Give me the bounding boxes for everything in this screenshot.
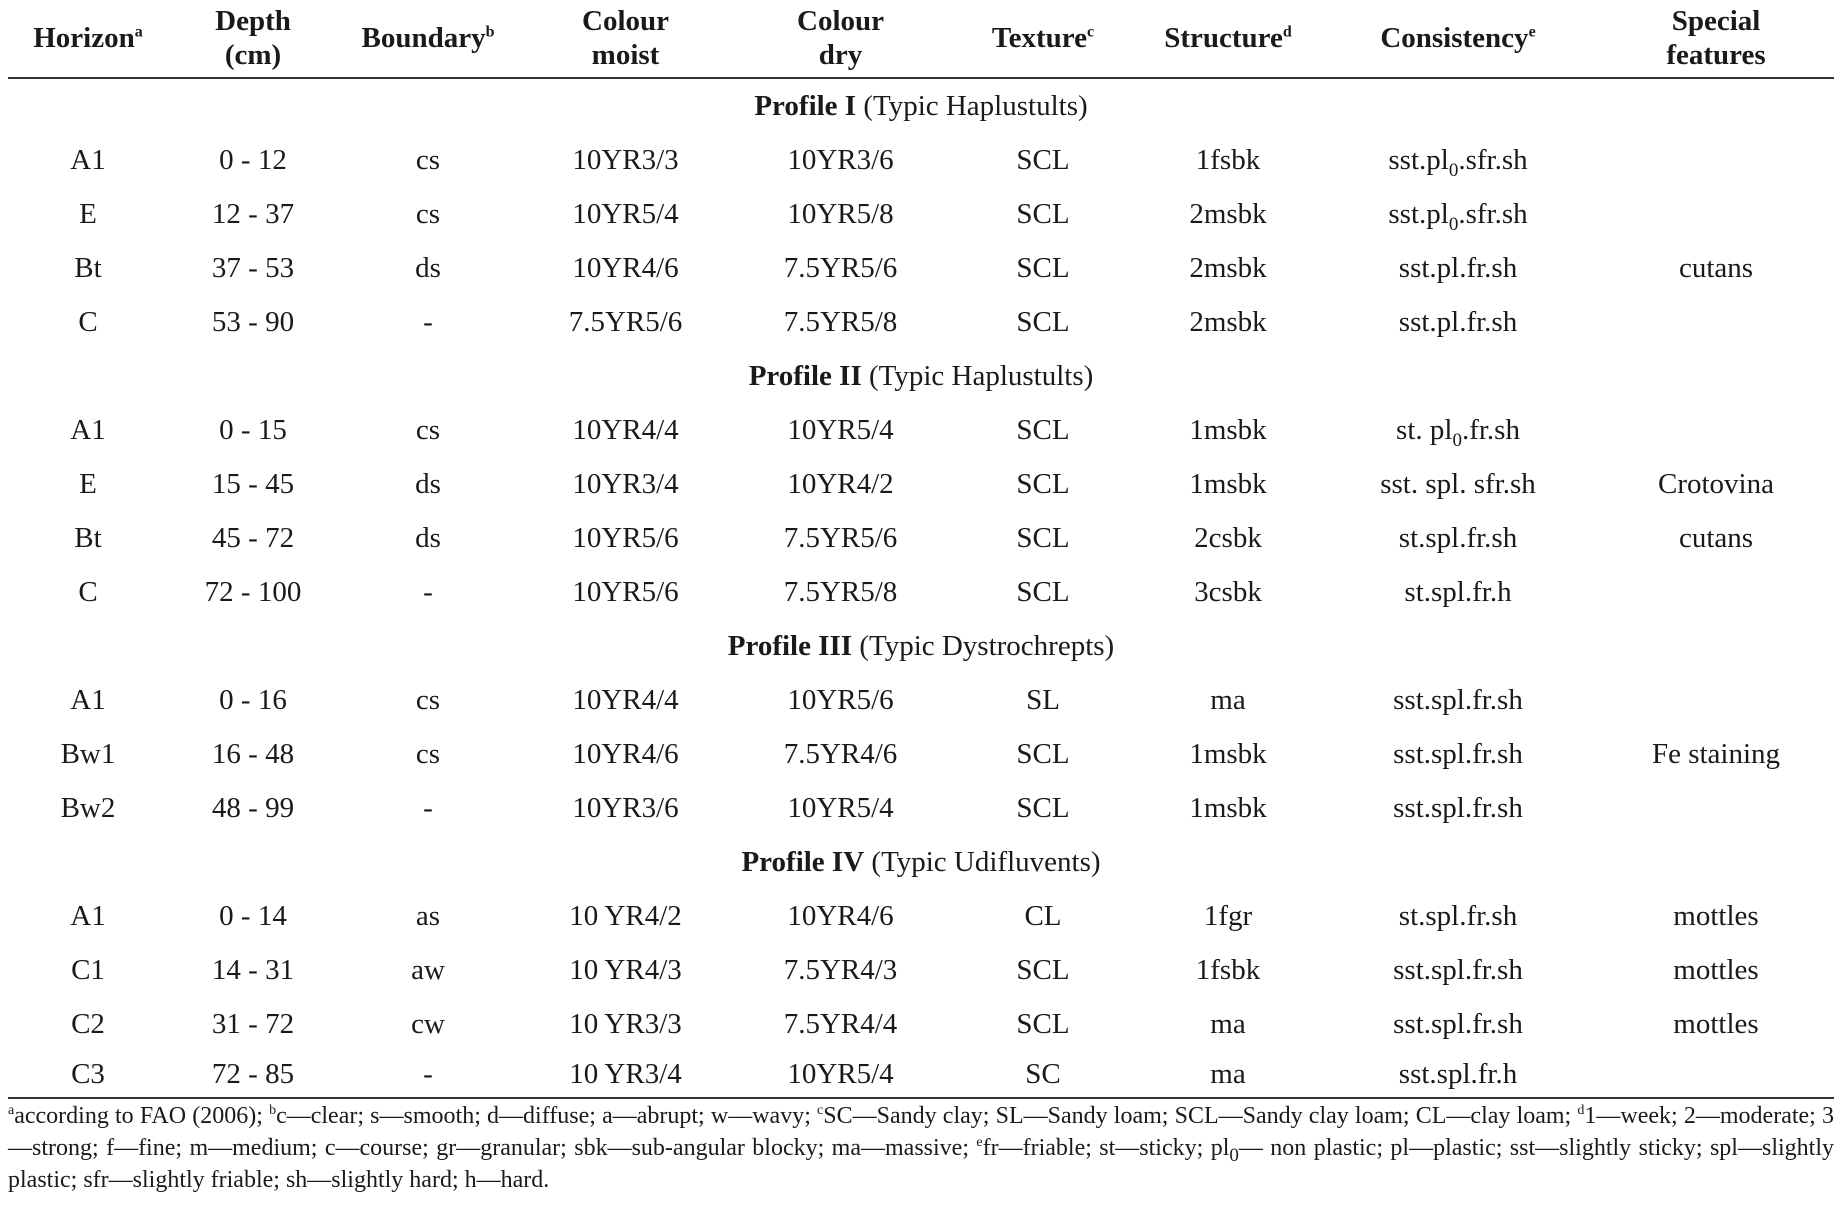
cell-moist: 10YR4/6: [572, 737, 679, 770]
cell-structure: 2msbk: [1189, 197, 1267, 230]
table-row: [8, 133, 1834, 187]
cell-structure: 1fgr: [1203, 899, 1253, 932]
cell-texture: SCL: [1016, 143, 1070, 176]
table-row: [8, 1051, 1834, 1098]
cell-horizon: Bw1: [60, 737, 116, 770]
header-boundary: [338, 0, 518, 78]
cell-boundary: aw: [411, 953, 445, 986]
cell-horizon: A1: [70, 413, 106, 446]
cell-depth: 0 - 15: [219, 413, 287, 446]
cell-structure: 1fsbk: [1195, 953, 1261, 986]
cell-structure: 1msbk: [1189, 791, 1267, 824]
consistency-text: sst.spl.fr.sh: [1393, 1007, 1523, 1040]
cell-dry: 10YR5/4: [787, 413, 894, 446]
cell-moist: 10YR4/4: [572, 413, 679, 446]
header-label-line2: (cm): [224, 39, 282, 71]
header-label: Boundary: [361, 22, 486, 54]
cell-horizon: C: [78, 575, 98, 608]
cell-depth: 53 - 90: [211, 305, 295, 338]
cell-dry: 7.5YR4/6: [783, 737, 898, 770]
cell-dry: 10YR4/6: [787, 899, 894, 932]
cell-moist: 10YR3/6: [572, 791, 679, 824]
cell-dry: 10YR3/6: [787, 143, 894, 176]
cell-depth: 14 - 31: [211, 953, 295, 986]
cell-special: mottles: [1673, 899, 1759, 932]
cell-texture: SCL: [1016, 305, 1070, 338]
cell-dry: 10YR5/8: [787, 197, 894, 230]
cell-moist: 10 YR4/3: [569, 953, 682, 986]
header-label-line2: moist: [591, 39, 660, 71]
cell-texture: SCL: [1016, 251, 1070, 284]
header-label: Consistency: [1380, 22, 1529, 54]
consistency-subscript: 0: [1452, 429, 1462, 451]
header-footnote-marker: d: [1282, 23, 1292, 41]
cell-moist: 10 YR3/3: [569, 1007, 682, 1040]
cell-structure: ma: [1210, 1007, 1246, 1040]
cell-boundary: -: [423, 305, 433, 338]
profile-name: Profile I: [754, 89, 857, 122]
consistency-text: sst.spl.fr.sh: [1393, 683, 1523, 716]
cell-consistency: [1318, 727, 1598, 781]
header-label: Colour: [582, 5, 669, 37]
profile-heading-row: [8, 619, 1834, 673]
footnote-pl0-term: pl: [1210, 1135, 1230, 1161]
cell-boundary: ds: [415, 251, 441, 284]
cell-moist: 10YR3/3: [572, 143, 679, 176]
cell-boundary: cs: [415, 143, 441, 176]
consistency-text: sst.spl.fr.sh: [1393, 737, 1523, 770]
cell-texture: SCL: [1016, 953, 1070, 986]
cell-texture: SL: [1026, 683, 1060, 716]
cell-dry: 10YR5/6: [787, 683, 894, 716]
header-label: Colour: [797, 5, 884, 37]
cell-dry: 7.5YR5/8: [783, 575, 898, 608]
cell-moist: 10YR5/4: [572, 197, 679, 230]
table-row: [8, 997, 1834, 1051]
table-body: [8, 78, 1834, 1098]
cell-texture: SCL: [1016, 197, 1070, 230]
consistency-text: st. pl: [1396, 413, 1453, 446]
cell-boundary: cs: [415, 737, 441, 770]
cell-dry: 7.5YR4/3: [783, 953, 898, 986]
soil-profile-table: [8, 0, 1834, 1099]
cell-horizon: E: [79, 467, 97, 500]
cell-special: Fe staining: [1651, 737, 1781, 770]
cell-consistency: [1318, 295, 1598, 349]
consistency-text: st.spl.fr.sh: [1398, 899, 1518, 932]
footnote-pl0-text: — non plastic; pl—plastic; sst—slightly sticky; spl—slightly plastic; sfr—slightly friable; sh—slightly hard; h—hard.: [8, 1135, 1834, 1193]
footnote-a-marker: a: [8, 1103, 15, 1118]
header-horizon: [8, 0, 168, 78]
cell-texture: SCL: [1016, 1007, 1070, 1040]
cell-consistency: [1318, 187, 1598, 241]
consistency-text: sst.pl: [1388, 143, 1449, 176]
cell-structure: 3csbk: [1194, 575, 1262, 608]
profile-name: Profile III: [727, 629, 853, 662]
cell-structure: 2csbk: [1194, 521, 1262, 554]
table-row: [8, 781, 1834, 835]
cell-boundary: -: [423, 791, 433, 824]
cell-structure: 1msbk: [1189, 737, 1267, 770]
profile-taxon: (Typic Haplustults): [868, 359, 1094, 392]
footnote-c-marker: c: [817, 1103, 824, 1118]
cell-horizon: Bw2: [60, 791, 116, 824]
profile-heading-row: [8, 78, 1834, 133]
cell-depth: 12 - 37: [211, 197, 295, 230]
header-label-line2: dry: [818, 39, 863, 71]
header-structure: [1138, 0, 1318, 78]
cell-special: [1598, 187, 1834, 241]
header-footnote-marker: a: [134, 23, 143, 41]
cell-consistency: [1318, 133, 1598, 187]
cell-special: [1598, 565, 1834, 619]
table-row: [8, 727, 1834, 781]
profile-heading: [8, 619, 1834, 673]
table-row: [8, 187, 1834, 241]
cell-boundary: ds: [415, 467, 441, 500]
cell-boundary: cs: [415, 683, 441, 716]
cell-consistency: [1318, 457, 1598, 511]
cell-depth: 31 - 72: [211, 1007, 295, 1040]
cell-depth: 0 - 14: [219, 899, 287, 932]
consistency-text: sst.spl.fr.sh: [1393, 791, 1523, 824]
header-footnote-marker: c: [1086, 23, 1095, 41]
cell-horizon: C: [78, 305, 98, 338]
header-footnote-marker: b: [485, 23, 495, 41]
cell-consistency: [1318, 403, 1598, 457]
cell-depth: 0 - 16: [219, 683, 287, 716]
table-row: [8, 403, 1834, 457]
cell-consistency: [1318, 565, 1598, 619]
cell-consistency: [1318, 673, 1598, 727]
cell-dry: 10YR4/2: [787, 467, 894, 500]
cell-structure: 2msbk: [1189, 251, 1267, 284]
header-label: Special: [1671, 5, 1761, 37]
table-row: [8, 457, 1834, 511]
footnote-pl0-subscript: 0: [1229, 1144, 1239, 1166]
profile-heading: [8, 835, 1834, 889]
cell-moist: 7.5YR5/6: [568, 305, 683, 338]
cell-horizon: A1: [70, 683, 106, 716]
consistency-text: sst.spl.fr.sh: [1393, 953, 1523, 986]
profile-taxon: (Typic Dystrochrepts): [859, 629, 1115, 662]
cell-depth: 15 - 45: [211, 467, 295, 500]
cell-moist: 10YR5/6: [572, 575, 679, 608]
cell-horizon: C1: [71, 953, 105, 986]
header-label: Depth: [215, 5, 291, 37]
cell-boundary: cs: [415, 197, 441, 230]
cell-consistency: [1318, 511, 1598, 565]
cell-consistency: [1318, 943, 1598, 997]
cell-moist: 10YR5/6: [572, 521, 679, 554]
profile-taxon: (Typic Haplustults): [863, 89, 1088, 122]
cell-boundary: -: [423, 575, 433, 608]
profile-heading: [8, 349, 1834, 403]
cell-texture: SCL: [1016, 737, 1070, 770]
cell-dry: 7.5YR4/4: [783, 1007, 898, 1040]
cell-moist: 10 YR3/4: [518, 1051, 733, 1098]
cell-consistency: [1318, 241, 1598, 295]
cell-consistency: [1318, 1051, 1598, 1098]
header-footnote-marker: e: [1528, 23, 1536, 41]
consistency-text: sst. spl. sfr.sh: [1380, 467, 1536, 500]
profile-taxon: (Typic Udifluvents): [871, 845, 1101, 878]
cell-texture: SCL: [1016, 521, 1070, 554]
header-colour-dry: [733, 0, 948, 78]
table-footnote: [8, 1100, 1834, 1196]
consistency-text: st.spl.fr.h: [1404, 575, 1512, 608]
cell-texture: SCL: [1016, 575, 1070, 608]
cell-horizon: C3: [8, 1051, 168, 1098]
cell-depth: 48 - 99: [211, 791, 295, 824]
cell-boundary: -: [338, 1051, 518, 1098]
header-texture: [948, 0, 1138, 78]
cell-moist: 10YR4/6: [572, 251, 679, 284]
cell-structure: 1fsbk: [1195, 143, 1261, 176]
footnote-a-text: according to FAO (2006);: [14, 1103, 270, 1129]
cell-moist: 10 YR4/2: [569, 899, 682, 932]
cell-dry: 7.5YR5/8: [783, 305, 898, 338]
cell-structure: ma: [1138, 1051, 1318, 1098]
header-colour-moist: [518, 0, 733, 78]
consistency-subscript: 0: [1448, 213, 1459, 235]
cell-dry: 7.5YR5/6: [783, 521, 898, 554]
cell-structure: 1msbk: [1189, 467, 1267, 500]
cell-special: [1598, 1051, 1834, 1098]
cell-horizon: Bt: [74, 521, 102, 554]
consistency-text: st.spl.fr.sh: [1398, 521, 1518, 554]
cell-boundary: as: [415, 899, 441, 932]
cell-boundary: cw: [411, 1007, 445, 1040]
consistency-text: sst.spl.fr.h: [1398, 1057, 1518, 1090]
consistency-tail: .fr.sh: [1461, 413, 1520, 446]
profile-name: Profile II: [748, 359, 862, 392]
cell-special: [1598, 673, 1834, 727]
cell-depth: 72 - 85: [168, 1051, 338, 1098]
table-row: [8, 889, 1834, 943]
consistency-subscript: 0: [1448, 159, 1459, 181]
profile-name: Profile IV: [741, 845, 865, 878]
profile-heading-row: [8, 349, 1834, 403]
footnote-e-marker: e: [976, 1135, 983, 1150]
header-special-features: [1598, 0, 1834, 78]
cell-depth: 16 - 48: [211, 737, 295, 770]
table-row: [8, 295, 1834, 349]
header-label: Horizon: [33, 22, 135, 54]
cell-texture: SC: [948, 1051, 1138, 1098]
cell-texture: SCL: [1016, 467, 1070, 500]
cell-special: mottles: [1673, 1007, 1759, 1040]
footnote-d-marker: d: [1577, 1103, 1585, 1118]
cell-structure: 1msbk: [1189, 413, 1267, 446]
table-header-row: [8, 0, 1834, 78]
table-row: [8, 241, 1834, 295]
cell-depth: 45 - 72: [211, 521, 295, 554]
cell-horizon: E: [79, 197, 97, 230]
cell-special: cutans: [1678, 251, 1754, 284]
cell-depth: 72 - 100: [204, 575, 302, 608]
profile-heading: [8, 78, 1834, 133]
cell-depth: 37 - 53: [211, 251, 295, 284]
header-label: Structure: [1164, 22, 1283, 54]
cell-consistency: [1318, 997, 1598, 1051]
consistency-tail: .sfr.sh: [1458, 143, 1528, 176]
cell-moist: 10YR3/4: [572, 467, 679, 500]
table-row: [8, 673, 1834, 727]
consistency-tail: .sfr.sh: [1458, 197, 1528, 230]
table-row: [8, 943, 1834, 997]
cell-consistency: [1318, 781, 1598, 835]
header-depth: [168, 0, 338, 78]
cell-special: [1598, 133, 1834, 187]
cell-consistency: [1318, 889, 1598, 943]
footnote-b-text: c—clear; s—smooth; d—diffuse; a—abrupt; w—wavy;: [276, 1103, 818, 1129]
cell-dry: 10YR5/4: [787, 791, 894, 824]
cell-horizon: A1: [70, 899, 106, 932]
table-row: [8, 565, 1834, 619]
footnote-e-text: fr—friable; st—sticky;: [982, 1135, 1211, 1161]
cell-boundary: cs: [415, 413, 441, 446]
cell-special: [1598, 781, 1834, 835]
header-label: Texture: [991, 22, 1087, 54]
cell-depth: 0 - 12: [219, 143, 287, 176]
consistency-text: sst.pl: [1388, 197, 1449, 230]
cell-horizon: Bt: [74, 251, 102, 284]
cell-dry: 10YR5/4: [733, 1051, 948, 1098]
header-label-line2: features: [1666, 39, 1766, 71]
cell-texture: SCL: [1016, 791, 1070, 824]
cell-texture: CL: [1024, 899, 1062, 932]
consistency-text: sst.pl.fr.sh: [1398, 305, 1518, 338]
profile-heading-row: [8, 835, 1834, 889]
cell-special: cutans: [1678, 521, 1754, 554]
consistency-text: sst.pl.fr.sh: [1398, 251, 1518, 284]
footnote-b-marker: b: [269, 1103, 277, 1118]
cell-structure: ma: [1210, 683, 1246, 716]
cell-special: [1598, 403, 1834, 457]
header-consistency: [1318, 0, 1598, 78]
cell-special: mottles: [1673, 953, 1759, 986]
cell-horizon: A1: [70, 143, 106, 176]
cell-horizon: C2: [71, 1007, 105, 1040]
cell-texture: SCL: [1016, 413, 1070, 446]
cell-moist: 10YR4/4: [572, 683, 679, 716]
cell-boundary: ds: [415, 521, 441, 554]
footnote-c-text: SC—Sandy clay; SL—Sandy loam; SCL—Sandy clay loam; CL—clay loam;: [823, 1103, 1578, 1129]
footnote-d-text: 1—week; 2—moderate; 3—strong; f—fine; m—medium; c—course; gr—granular; sbk—sub-angular blocky; ma—massive;: [8, 1103, 1835, 1161]
table-row: [8, 511, 1834, 565]
cell-dry: 7.5YR5/6: [783, 251, 898, 284]
cell-special: Crotovina: [1658, 467, 1774, 500]
cell-structure: 2msbk: [1189, 305, 1267, 338]
cell-special: [1598, 295, 1834, 349]
